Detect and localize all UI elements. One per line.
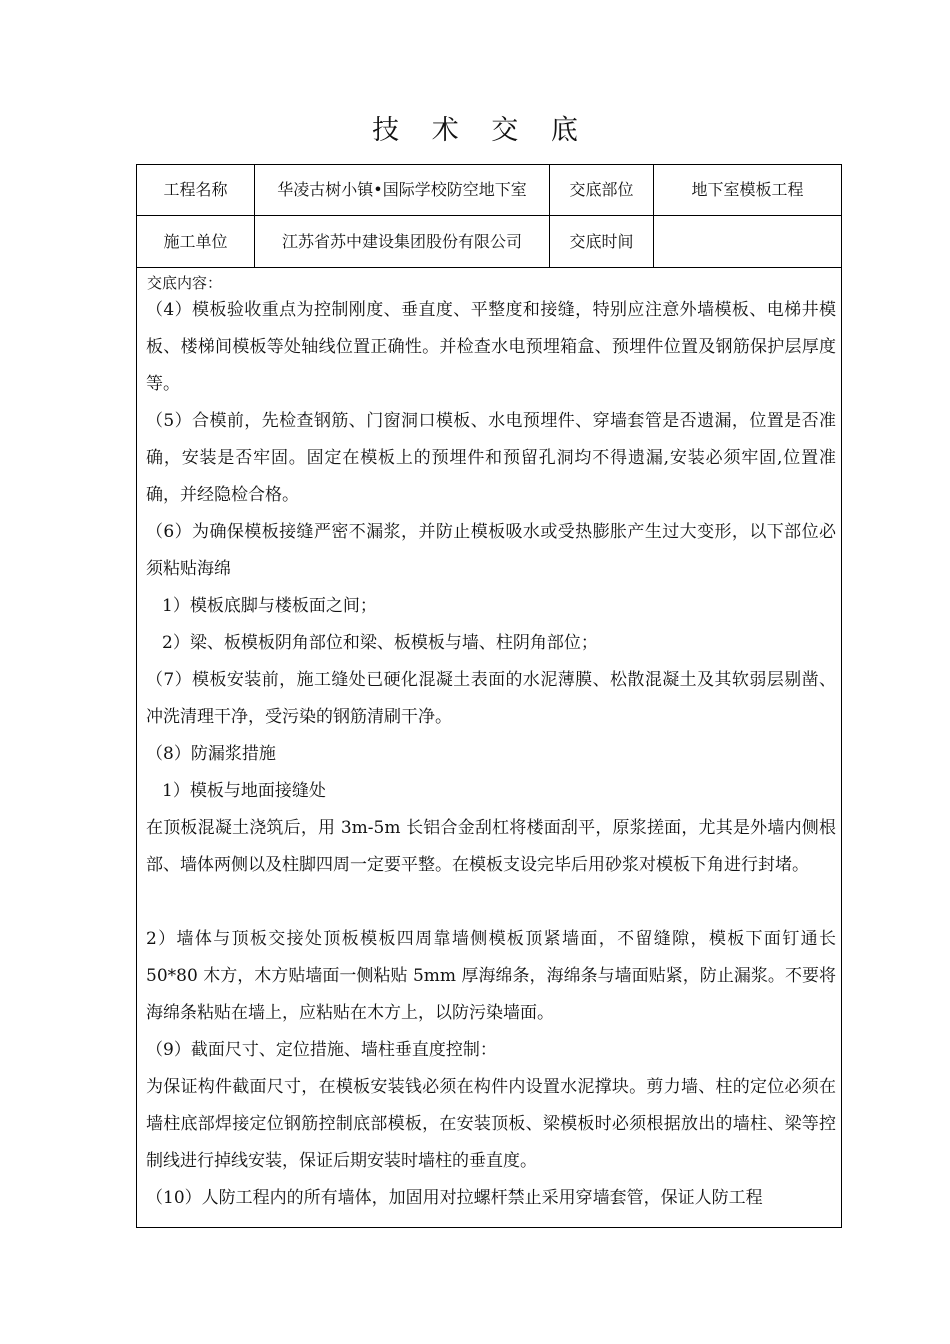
construction-unit-label: 施工单位 (163, 231, 228, 251)
paragraph: （8）防漏浆措施 (146, 744, 276, 764)
paragraph: （4）模板验收重点为控制刚度、垂直度、平整度和接缝，特别应注意外墙模板、电梯井模板、楼梯间模板等处轴线位置正确性。并检查水电预埋箱盒、预埋件位置及钢筋保护层厚度等。 (146, 300, 836, 394)
paragraph: 在顶板混凝土浇筑后，用 3m-5m 长铝合金刮杠将楼面刮平，原浆搓面，尤其是外墙内侧根部、墙体两侧以及柱脚四周一定要平整。在模板支设完毕后用砂浆对模板下角进行封堵。 (146, 818, 836, 875)
paragraph: 2）墙体与顶板交接处顶板模板四周靠墙侧模板顶紧墙面，不留缝隙，模板下面钉通长 50*80 木方，木方贴墙面一侧粘贴 5mm 厚海绵条，海绵条与墙面贴紧，防止漏浆。不要将海绵条粘贴在墙上，应粘贴在木方上，以防污染墙面。 (146, 929, 836, 1023)
disclosure-part-value: 地下室模板工程 (691, 180, 804, 199)
paragraph: 1）模板底脚与楼板面之间； (162, 596, 377, 616)
paragraph: （6）为确保模板接缝严密不漏浆，并防止模板吸水或受热膨胀产生过大变形，以下部位必须粘贴海绵 (146, 522, 836, 579)
disclosure-part-label: 交底部位 (569, 180, 634, 199)
disclosure-time-label: 交底时间 (569, 231, 634, 251)
document-title: 技 术 交 底 (372, 115, 590, 146)
construction-unit-value: 江苏省苏中建设集团股份有限公司 (281, 231, 522, 251)
project-name-value: 华凌古树小镇•国际学校防空地下室 (277, 180, 527, 199)
content-label: 交底内容： (147, 274, 223, 292)
paragraph: （9）截面尺寸、定位措施、墙柱垂直度控制： (146, 1040, 497, 1060)
paragraph: 为保证构件截面尺寸，在模板安装钱必须在构件内设置水泥撑块。剪力墙、柱的定位必须在墙柱底部焊接定位钢筋控制底部模板，在安装顶板、梁模板时必须根据放出的墙柱、梁等控制线进行掉线安装，保证后期安装时墙柱的垂直度。 (146, 1077, 836, 1171)
disclosure-table (136, 164, 842, 1228)
paragraph: （7）模板安装前，施工缝处已硬化混凝土表面的水泥薄膜、松散混凝土及其软弱层剔凿、冲洗清理干净，受污染的钢筋清刷干净。 (146, 670, 836, 727)
disclosure-time-value (654, 216, 841, 267)
project-name-label: 工程名称 (163, 180, 228, 199)
paragraph: （10）人防工程内的所有墙体，加固用对拉螺杆禁止采用穿墙套管，保证人防工程 (146, 1188, 763, 1208)
paragraph: 1）模板与地面接缝处 (162, 781, 326, 801)
paragraph: 2）梁、板模板阴角部位和梁、板模板与墙、柱阴角部位； (162, 633, 598, 653)
paragraph: （5）合模前，先检查钢筋、门窗洞口模板、水电预埋件、穿墙套管是否遗漏，位置是否准确，安装是否牢固。固定在模板上的预埋件和预留孔洞均不得遗漏,安装必须牢固,位置准确，并经隐检合格。 (146, 411, 836, 505)
header-bottom-divider (137, 267, 841, 268)
